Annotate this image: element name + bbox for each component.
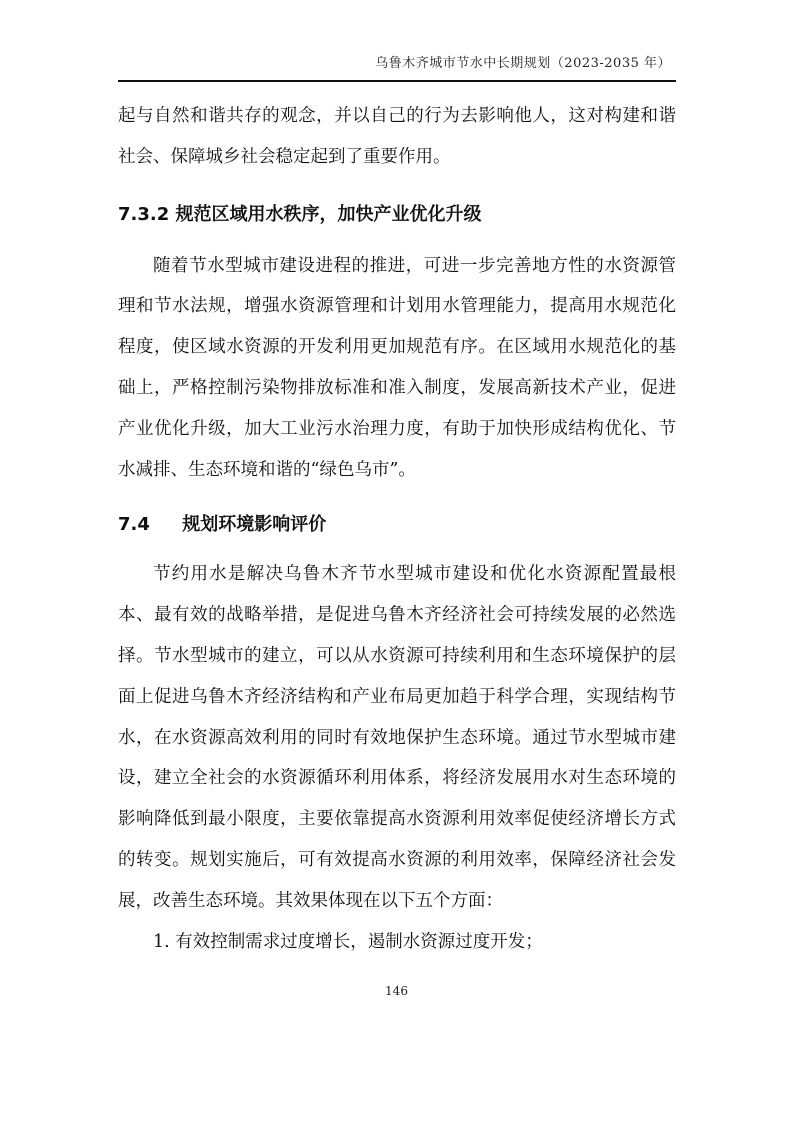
paragraph-continuation: 起与自然和谐共存的观念，并以自己的行为去影响他人，这对构建和谐社会、保障城乡社会稳定起到了重要作用。	[118, 106, 676, 167]
section-heading-7-4	[118, 512, 676, 538]
header-divider	[118, 80, 676, 82]
paragraph: 节约用水是解决乌鲁木齐节水型城市建设和优化水资源配置最根本、最有效的战略举措，是促进乌鲁木齐经济社会可持续发展的必然选择。节水型城市的建立，可以从水资源可持续利用和生态环境保护的层面上促进乌鲁木齐经济结构和产业布局更加趋于科学合理，实现结构节水，在水资源高效利用的同时有效地保护生态环境。通过节水型城市建设，建立全社会的水资源循环利用体系，将经济发展用水对生态环境的影响降低到最小限度，主要依靠提高水资源利用效率促使经济增长方式的转变。规划实施后，可有效提高水资源的利用效率，保障经济社会发展，改善生态环境。其效果体现在以下五个方面：	[118, 564, 676, 911]
list-item: 1. 有效控制需求过度增长，遏制水资源过度开发；	[153, 931, 543, 952]
section-title: 规范区域用水秩序，加快产业优化升级	[175, 203, 482, 225]
running-header: 乌鲁木齐城市节水中长期规划（2023-2035 年）	[375, 56, 671, 71]
section-number: 7.3.2	[118, 203, 170, 225]
paragraph: 随着节水型城市建设进程的推进，可进一步完善地方性的水资源管理和节水法规，增强水资源管理和计划用水管理能力，提高用水规范化程度，使区域水资源的开发利用更加规范有序。在区域用水规范化的基础上，严格控制污染物排放标准和准入制度，发展高新技术产业，促进产业优化升级，加大工业污水治理力度，有助于加快形成结构优化、节水减排、生态环境和谐的“绿色乌市”。	[118, 255, 676, 480]
section-number: 7.4	[118, 514, 150, 536]
section-heading-7-3-2	[118, 202, 676, 228]
page-body	[118, 96, 676, 962]
section-title: 规划环境影响评价	[182, 514, 327, 536]
page-number: 146	[385, 984, 408, 998]
